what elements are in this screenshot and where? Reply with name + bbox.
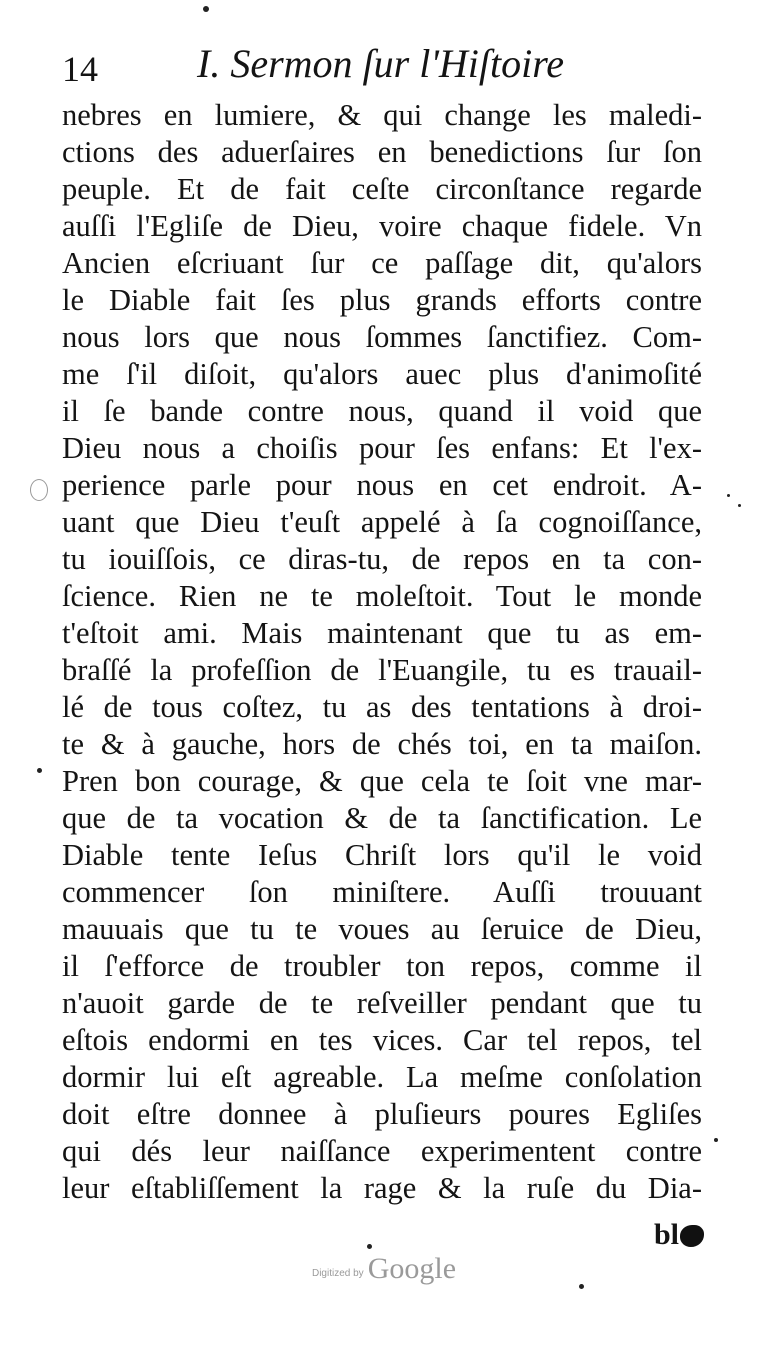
text-line: doit eſtre donnee à pluſieurs poures Egliſes: [62, 1097, 702, 1131]
text-line: il ſe bande contre nous, quand il void que: [62, 394, 702, 428]
text-line: dormir lui eſt agreable. La meſme conſolation: [62, 1060, 702, 1094]
text-line: n'auoit garde de te reſveiller pendant que tu: [62, 986, 702, 1020]
text-line: Pren bon courage, & que cela te ſoit vne mar-: [62, 764, 702, 798]
text-line: nous lors que nous ſommes ſanctifiez. Com-: [62, 320, 702, 354]
text-line: eſtois endormi en tes vices. Car tel repos, tel: [62, 1023, 702, 1057]
text-line: me ſ'il diſoit, qu'alors auec plus d'animoſité: [62, 357, 702, 391]
text-line: le Diable fait ſes plus grands efforts contre: [62, 283, 702, 317]
text-line: ſcience. Rien ne te moleſtoit. Tout le monde: [62, 579, 702, 613]
text-line: Dieu nous a choiſis pour ſes enfans: Et l'ex-: [62, 431, 702, 465]
ink-speck: [203, 6, 209, 12]
ink-speck: [579, 1284, 584, 1289]
text-line: t'eſtoit ami. Mais maintenant que tu as em-: [62, 616, 702, 650]
text-line: perience parle pour nous en cet endroit. A-: [62, 468, 702, 502]
ink-speck: [37, 768, 42, 773]
catchword: [654, 1218, 704, 1252]
text-line: leur eſtabliſſement la rage & la ruſe du Dia-: [62, 1171, 702, 1205]
text-line: peuple. Et de fait ceſte circonſtance regarde: [62, 172, 702, 206]
watermark-prefix: Digitized by: [311, 1268, 364, 1279]
text-line: lé de tous coſtez, tu as des tentations à droi-: [62, 690, 702, 724]
text-line: tu iouiſſois, ce diras-tu, de repos en ta con-: [62, 542, 702, 576]
ink-speck: [738, 504, 741, 507]
text-line: qui dés leur naiſſance experimentent contre: [62, 1134, 702, 1168]
text-line: il ſ'efforce de troubler ton repos, comme il: [62, 949, 702, 983]
page-number: 14: [62, 49, 98, 89]
paper-mark: [30, 479, 48, 501]
ink-blot: [680, 1225, 704, 1247]
digitization-watermark: [0, 1252, 768, 1286]
text-line: auſſi l'Egliſe de Dieu, voire chaque fidele. Vn: [62, 209, 702, 243]
text-line: commencer ſon miniſtere. Auſſi trouuant: [62, 875, 702, 909]
text-line: braſſé la profeſſion de l'Euangile, tu es trauail-: [62, 653, 702, 687]
running-title: I. Sermon ſur l'Hiſtoire: [197, 41, 565, 86]
text-line: ctions des aduerſaires en benedictions ſur ſon: [62, 135, 702, 169]
ink-speck: [727, 494, 730, 497]
page-header: [62, 40, 702, 100]
text-line: nebres en lumiere, & qui change les maledi-: [62, 98, 702, 132]
text-line: mauuais que tu te voues au ſeruice de Dieu,: [62, 912, 702, 946]
text-line: te & à gauche, hors de chés toi, en ta maiſon.: [62, 727, 702, 761]
text-line: que de ta vocation & de ta ſanctification. Le: [62, 801, 702, 835]
body-text: [62, 97, 702, 1207]
text-line: Ancien eſcriuant ſur ce paſſage dit, qu'alors: [62, 246, 702, 280]
catchword-text: bl: [653, 1218, 679, 1251]
text-line: uant que Dieu t'euſt appelé à ſa cognoiſſance,: [62, 505, 702, 539]
watermark-brand: Google: [367, 1252, 457, 1285]
ink-speck: [714, 1138, 718, 1142]
ink-speck: [367, 1244, 372, 1249]
text-line: Diable tente Ieſus Chriſt lors qu'il le void: [62, 838, 702, 872]
